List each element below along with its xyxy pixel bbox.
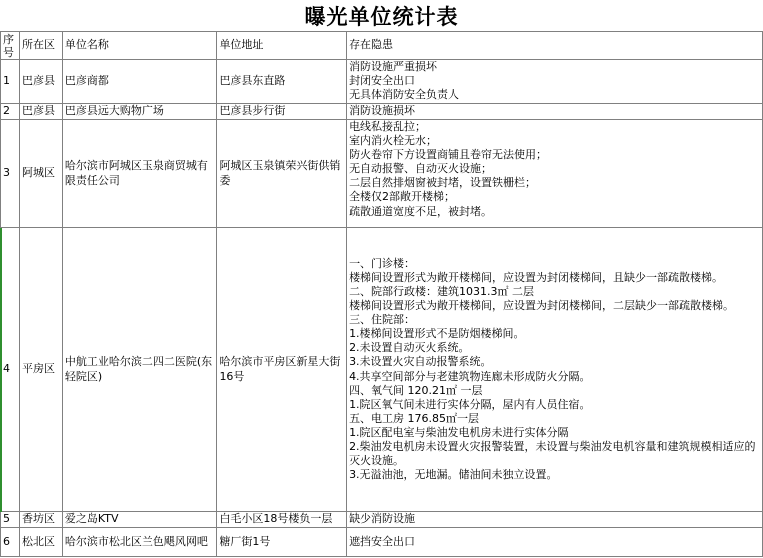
row-seq: 4 <box>1 228 20 512</box>
issue-line: 三、住院部： <box>349 313 416 327</box>
row-unit-name: 巴彦县远大购物广场 <box>62 104 217 120</box>
table-row <box>1 512 763 528</box>
issue-line: 2.未设置自动灭火系统。 <box>349 341 470 355</box>
issue-line: 电线私接乱拉； <box>349 120 427 133</box>
table-row <box>1 120 763 228</box>
table-row <box>1 60 763 104</box>
issue-line: 无自动报警、自动灭火设施； <box>349 162 493 176</box>
row-unit-name: 中航工业哈尔滨二四二医院(东轻院区) <box>62 228 217 512</box>
table-title: 曝光单位统计表 <box>304 5 459 29</box>
header-district: 所在区 <box>19 32 62 60</box>
issue-line: 楼梯间设置形式为敞开楼梯间，应设置为封闭楼梯间，且缺少一部疏散楼梯。 <box>349 270 724 284</box>
issue-line: 防火卷帘下方设置商铺且卷帘无法使用； <box>349 148 548 162</box>
issue-line: 楼梯间设置形式为敞开楼梯间，应设置为封闭楼梯间，二层缺少一部疏散楼梯。 <box>349 299 735 313</box>
issue-line: 全楼仅2部敞开楼梯； <box>349 190 456 204</box>
row-unit-address: 巴彦县步行街 <box>217 104 347 120</box>
issue-line: 封闭安全出口 <box>349 74 416 88</box>
row-issues <box>347 228 763 512</box>
row-unit-address: 糖厂街1号 <box>217 528 347 557</box>
issue-line: 2.柴油发电机房未设置火灾报警装置，未设置与柴油发电机容量和建筑规模相适应的灭火设施。 <box>349 439 756 468</box>
row-district: 巴彦县 <box>19 60 62 104</box>
row-issues <box>347 528 763 557</box>
row-unit-address: 白毛小区18号楼负一层 <box>217 512 347 528</box>
table-header-row <box>1 32 763 60</box>
row-issues <box>347 60 763 104</box>
row-seq: 5 <box>1 512 20 528</box>
row-district: 阿城区 <box>19 120 62 228</box>
row-seq: 6 <box>1 528 20 557</box>
issue-line: 3.无溢油池，无地漏。储油间未独立设置。 <box>349 468 558 482</box>
exposure-table <box>0 31 763 557</box>
row-unit-address: 阿城区玉泉镇荣兴街供销委 <box>217 120 347 228</box>
issue-line: 室内消火栓无水； <box>349 134 438 148</box>
row-district: 平房区 <box>19 228 62 512</box>
table-row <box>1 228 763 512</box>
issue-line: 3.未设置火灾自动报警系统。 <box>349 355 492 369</box>
row-unit-name: 巴彦商都 <box>62 60 217 104</box>
issue-line: 消防设施严重损坏 <box>349 60 438 73</box>
issue-line: 四、氧气间 120.21㎡ 一层 <box>349 383 483 397</box>
issue-line: 缺少消防设施 <box>349 512 416 525</box>
issue-line: 遮挡安全出口 <box>349 534 416 548</box>
issue-line: 1.院区氧气间未进行实体分隔，屋内有人员住宿。 <box>349 397 591 411</box>
row-seq: 1 <box>1 60 20 104</box>
issue-line: 1.楼梯间设置形式不是防烟楼梯间。 <box>349 327 525 341</box>
row-district: 松北区 <box>19 528 62 557</box>
row-selection-accent <box>0 228 2 512</box>
header-seq: 序号 <box>1 32 20 60</box>
row-unit-name: 哈尔滨市阿城区玉泉商贸城有限责任公司 <box>62 120 217 228</box>
row-unit-name: 爱之岛KTV <box>62 512 217 528</box>
header-unit-name: 单位名称 <box>62 32 217 60</box>
row-unit-address: 巴彦县东直路 <box>217 60 347 104</box>
issue-line: 疏散通道宽度不足，被封堵。 <box>349 204 493 218</box>
issue-line: 一、门诊楼： <box>349 256 416 270</box>
issue-line: 二层自然排烟窗被封堵，设置铁栅栏； <box>349 176 537 190</box>
row-issues <box>347 104 763 120</box>
row-seq: 2 <box>1 104 20 120</box>
issue-line: 无具体消防安全负责人 <box>349 88 460 102</box>
row-unit-address: 哈尔滨市平房区新星大街16号 <box>217 228 347 512</box>
issue-line: 4.共享空间部分与老建筑物连廊未形成防火分隔。 <box>349 369 591 383</box>
issue-line: 消防设施损坏 <box>349 104 416 117</box>
row-issues <box>347 120 763 228</box>
row-district: 巴彦县 <box>19 104 62 120</box>
row-unit-name: 哈尔滨市松北区兰色飓风网吧 <box>62 528 217 557</box>
issue-line: 二、院部行政楼：建筑1031.3㎡ 二层 <box>349 284 535 298</box>
header-unit-address: 单位地址 <box>217 32 347 60</box>
issue-line: 1.院区配电室与柴油发电机房未进行实体分隔 <box>349 425 569 439</box>
table-row <box>1 528 763 557</box>
row-issues <box>347 512 763 528</box>
row-seq: 3 <box>1 120 20 228</box>
header-issues: 存在隐患 <box>347 32 763 60</box>
issue-line: 五、电工房 176.85㎡一层 <box>349 411 480 425</box>
row-district: 香坊区 <box>19 512 62 528</box>
table-row <box>1 104 763 120</box>
